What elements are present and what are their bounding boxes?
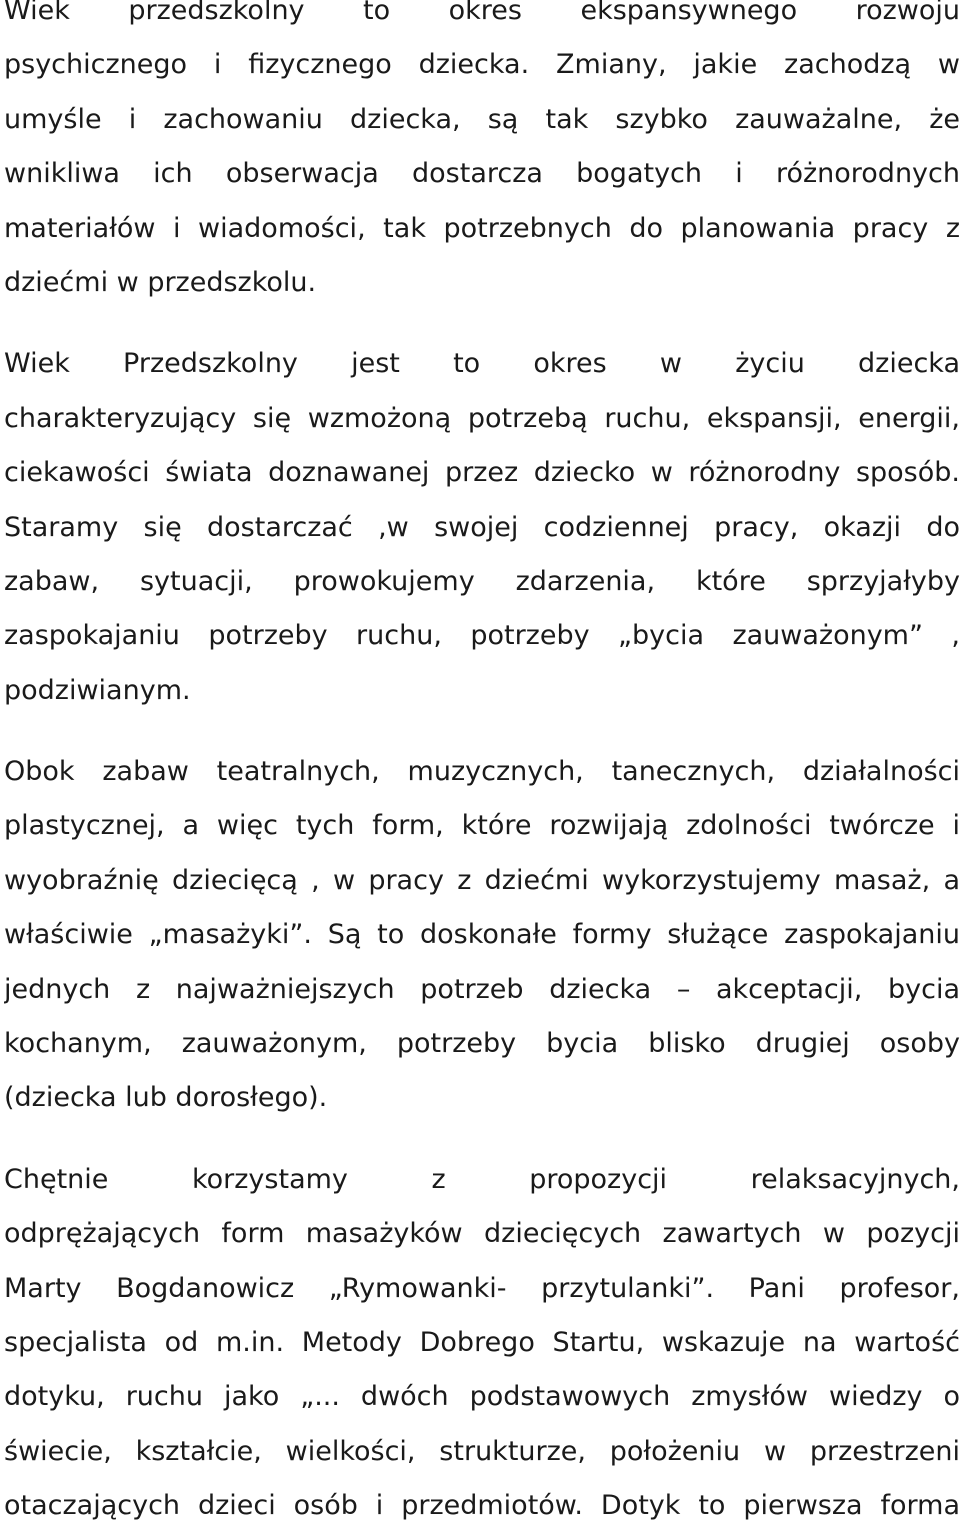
text-line: Marty Bogdanowicz „Rymowanki- przytulanki”. Pani profesor, bbox=[4, 1272, 960, 1304]
text-line: psychicznego i fizycznego dziecka. Zmiany, jakie zachodzą w bbox=[4, 49, 960, 81]
text-line: odprężających form masażyków dziecięcych zawartych w pozycji bbox=[4, 1218, 960, 1250]
text-line: Wiek przedszkolny to okres ekspansywnego rozwoju bbox=[4, 0, 960, 26]
text-line: Staramy się dostarczać ,w swojej codziennej pracy, okazji do bbox=[4, 511, 960, 543]
text-line: zabaw, sytuacji, prowokujemy zdarzenia, które sprzyjałyby bbox=[4, 565, 960, 597]
text-line: charakteryzujący się wzmożoną potrzebą ruchu, ekspansji, energii, bbox=[4, 402, 960, 434]
text-line: otaczających dzieci osób i przedmiotów. Dotyk to pierwsza forma bbox=[4, 1490, 960, 1522]
text-line: (dziecka lub dorosłego). bbox=[4, 1082, 328, 1114]
text-line: Obok zabaw teatralnych, muzycznych, tanecznych, działalności bbox=[4, 756, 960, 788]
text-line: dotyku, ruchu jako „... dwóch podstawowych zmysłów wiedzy o bbox=[4, 1381, 960, 1413]
paragraph-4 bbox=[4, 1153, 960, 1534]
text-line: podziwianym. bbox=[4, 674, 191, 706]
text-line: wnikliwa ich obserwacja dostarcza bogatych i różnorodnych bbox=[4, 158, 960, 190]
text-line: wyobraźnię dziecięcą , w pracy z dziećmi wykorzystujemy masaż, a bbox=[4, 864, 960, 896]
text-line: specjalista od m.in. Metody Dobrego Startu, wskazuje na wartość bbox=[4, 1326, 960, 1358]
paragraph-2 bbox=[4, 337, 960, 718]
text-line: świecie, kształcie, wielkości, strukturze, położeniu w przestrzeni bbox=[4, 1435, 960, 1467]
text-line: Chętnie korzystamy z propozycji relaksacyjnych, bbox=[4, 1163, 960, 1195]
text-line: jednych z najważniejszych potrzeb dziecka – akceptacji, bycia bbox=[4, 973, 960, 1005]
paragraph-1 bbox=[4, 0, 960, 310]
text-line: umyśle i zachowaniu dziecka, są tak szybko zauważalne, że bbox=[4, 103, 960, 135]
paragraph-3 bbox=[4, 745, 960, 1126]
document-page bbox=[4, 0, 960, 1534]
text-line: dziećmi w przedszkolu. bbox=[4, 266, 317, 298]
text-line: Wiek Przedszkolny jest to okres w życiu dziecka bbox=[4, 348, 960, 380]
text-line: materiałów i wiadomości, tak potrzebnych do planowania pracy z bbox=[4, 212, 960, 244]
text-line: plastycznej, a więc tych form, które rozwijają zdolności twórcze i bbox=[4, 810, 960, 842]
text-line: właściwie „masażyki”. Są to doskonałe formy służące zaspokajaniu bbox=[4, 919, 960, 951]
text-line: ciekawości świata doznawanej przez dziecko w różnorodny sposób. bbox=[4, 457, 960, 489]
text-line: zaspokajaniu potrzeby ruchu, potrzeby „bycia zauważonym” , bbox=[4, 620, 960, 652]
text-line: kochanym, zauważonym, potrzeby bycia blisko drugiej osoby bbox=[4, 1028, 960, 1060]
